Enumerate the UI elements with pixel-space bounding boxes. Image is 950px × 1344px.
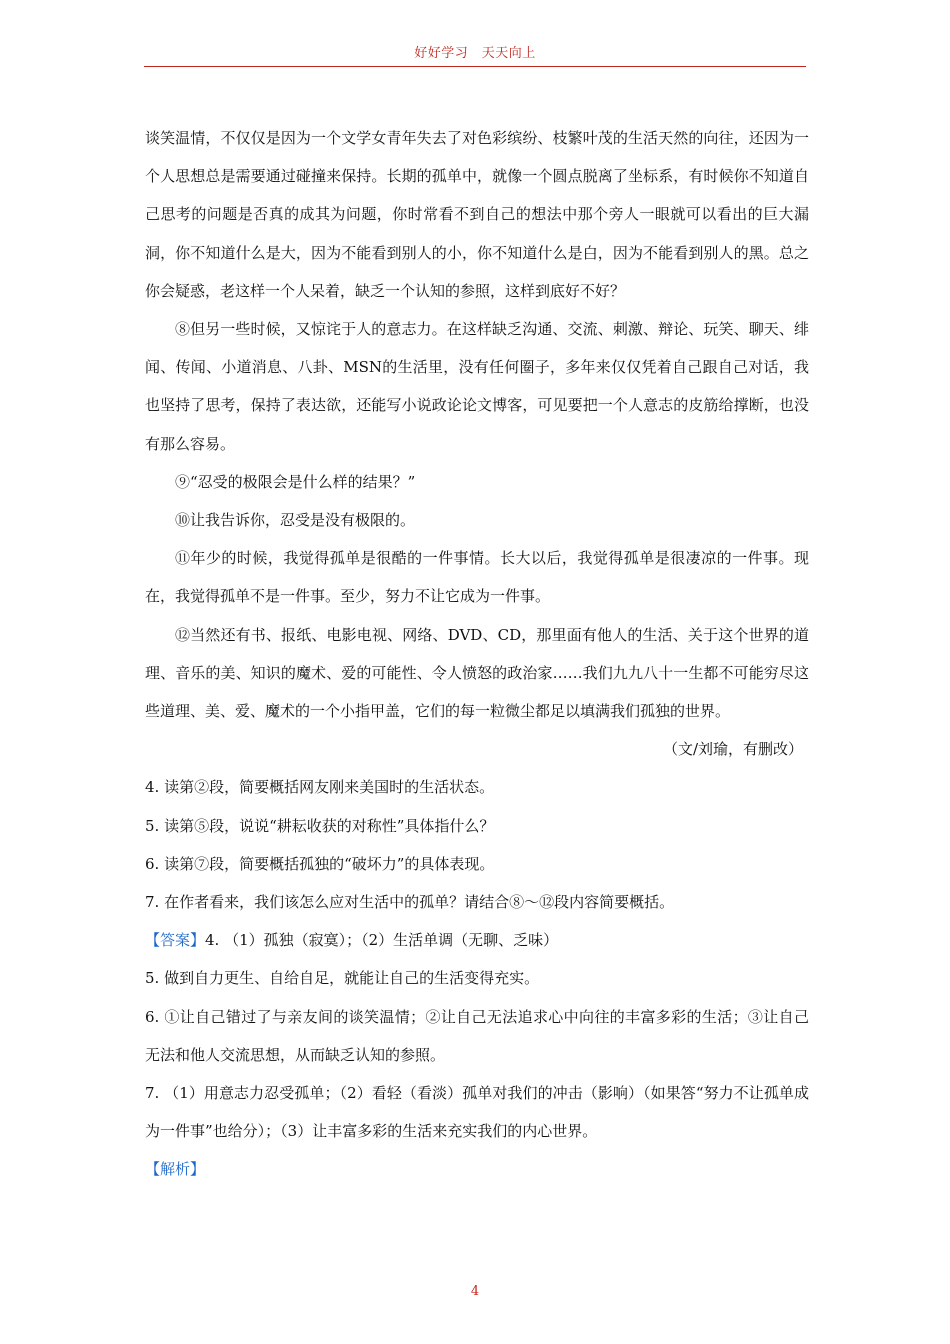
page-number: 4	[470, 1284, 480, 1299]
passage-paragraph: 谈笑温情，不仅仅是因为一个文学女青年失去了对色彩缤纷、枝繁叶茂的生活天然的向往，还因为一个人思想总是需要通过碰撞来保持。长期的孤单中，就像一个圆点脱离了坐标系，有时候你不知道自己思考的问题是否真的成其为问题，你时常看不到自己的想法中那个旁人一眼就可以看出的巨大漏洞，你不知道什么是大，因为不能看到别人的小，你不知道什么是白，因为不能看到别人的黑。总之你会疑惑，老这样一个人呆着，缺乏一个认知的参照，这样到底好不好？	[145, 129, 809, 300]
passage-paragraph: ⑧但另一些时候，又惊诧于人的意志力。在这样缺乏沟通、交流、刺激、辩论、玩笑、聊天、绯闻、传闻、小道消息、八卦、MSN的生活里，没有任何圈子，多年来仅仅凭着自己跟自己对话，我也坚持了思考，保持了表达欲，还能写小说政论论文博客，可见要把一个人意志的皮筋给撑断，也没有那么容易。	[145, 320, 809, 453]
page-header: 好好学习 天天向上	[414, 46, 536, 61]
passage-paragraph: ⑪年少的时候，我觉得孤单是很酷的一件事情。长大以后，我觉得孤单是很凄凉的一件事。现在，我觉得孤单不是一件事。至少，努力不让它成为一件事。	[145, 549, 809, 606]
question-item: 4. 读第②段，简要概括网友刚来美国时的生活状态。	[145, 778, 495, 797]
answer-line	[145, 921, 809, 959]
passage-paragraph: ⑫当然还有书、报纸、电影电视、网络、DVD、CD，那里面有他人的生活、关于这个世界的道理、音乐的美、知识的魔术、爱的可能性、令人愤怒的政治家……我们九九八十一生都不可能穷尽这些道理、美、爱、魔术的一个小指甲盖，它们的每一粒微尘都足以填满我们孤独的世界。	[145, 625, 809, 721]
question-item: 6. 读第⑦段，简要概括孤独的“破坏力”的具体表现。	[145, 854, 495, 873]
question-item: 5. 读第⑤段，说说“耕耘收获的对称性”具体指什么？	[145, 816, 495, 835]
passage-paragraph: ⑨“忍受的极限会是什么样的结果？”	[175, 472, 416, 491]
analysis-label: 【解析】	[145, 1160, 206, 1179]
analysis-line	[145, 1150, 809, 1188]
question-item: 7. 在作者看来，我们该怎么应对生活中的孤单？请结合⑧～⑫段内容简要概括。	[145, 893, 675, 912]
answer-item: 4. （1）孤独（寂寞）；（2）生活单调（无聊、乏味）	[205, 931, 559, 950]
passage-credit: （文/刘瑜，有删改）	[662, 740, 803, 759]
answer-item: 7. （1）用意志力忍受孤单；（2）看轻（看淡）孤单对我们的冲击（影响）（如果答“努力不让孤单成为一件事”也给分）；（3）让丰富多彩的生活来充实我们的内心世界。	[145, 1084, 809, 1141]
answer-item: 6. ①让自己错过了与亲友间的谈笑温情；②让自己无法追求心中向往的丰富多彩的生活；③让自己无法和他人交流思想，从而缺乏认知的参照。	[145, 1007, 809, 1064]
header-rule	[144, 66, 806, 67]
answer-label: 【答案】	[145, 931, 206, 950]
document-body	[145, 119, 809, 1189]
answer-item: 5. 做到自力更生、自给自足，就能让自己的生活变得充实。	[145, 969, 540, 988]
passage-paragraph: ⑩让我告诉你，忍受是没有极限的。	[175, 511, 416, 530]
